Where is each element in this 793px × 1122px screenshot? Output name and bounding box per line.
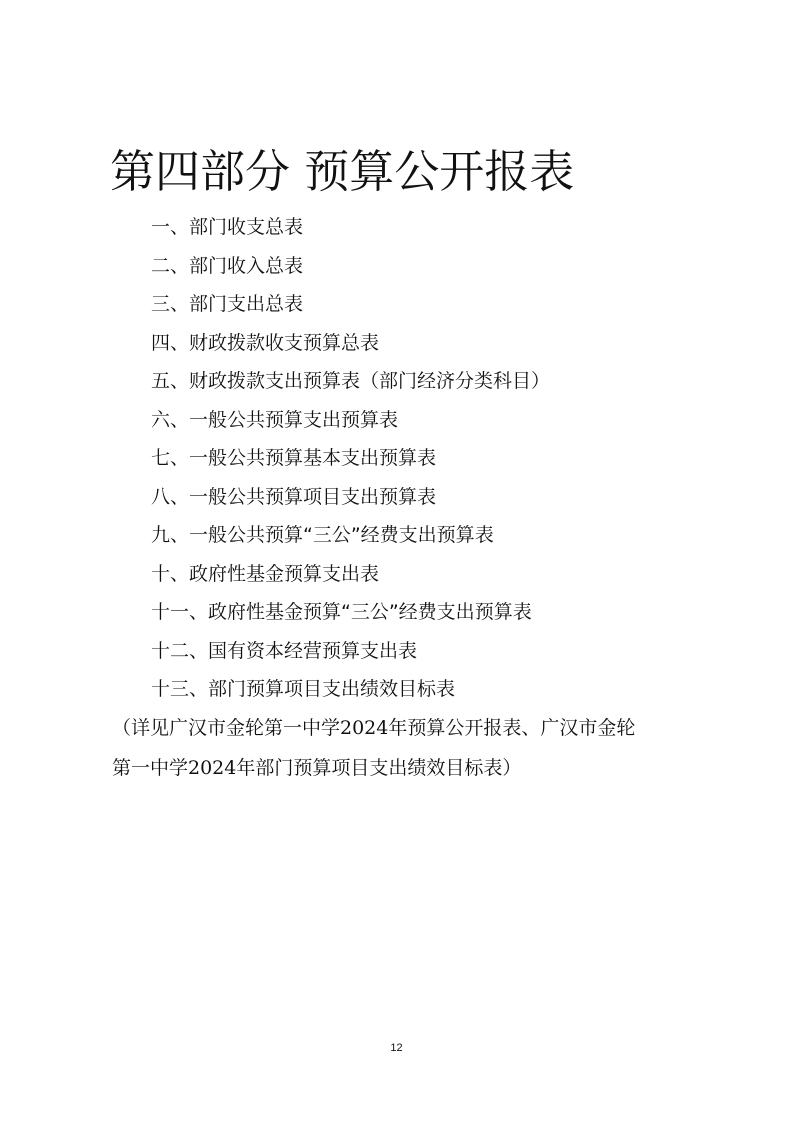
toc-item: 一、部门收支总表 (151, 216, 304, 238)
toc-item: 十三、部门预算项目支出绩效目标表 (151, 678, 456, 700)
toc-item: 三、部门支出总表 (151, 293, 304, 315)
table-of-contents (151, 208, 550, 709)
toc-item: 五、财政拨款支出预算表（部门经济分类科目） (151, 370, 551, 392)
toc-item: 四、财政拨款收支预算总表 (151, 331, 380, 354)
toc-item: 六、一般公共预算支出预算表 (151, 408, 399, 431)
toc-item: 七、一般公共预算基本支出预算表 (151, 447, 437, 469)
toc-item: 十一、政府性基金预算“三公”经费支出预算表 (151, 601, 532, 623)
page-number: 12 (390, 1042, 403, 1054)
toc-item: 八、一般公共预算项目支出预算表 (151, 485, 437, 508)
detail-note (112, 708, 712, 788)
toc-item: 九、一般公共预算“三公”经费支出预算表 (151, 524, 494, 546)
toc-item: 二、部门收入总表 (151, 254, 304, 277)
toc-item: 十二、国有资本经营预算支出表 (151, 639, 418, 662)
detail-note-line: 第一中学2024年部门预算项目支出绩效目标表） (112, 757, 522, 779)
toc-item: 十、政府性基金预算支出表 (151, 562, 380, 585)
detail-note-line: （详见广汉市金轮第一中学2024年预算公开报表、广汉市金轮 (112, 717, 636, 739)
section-title: 第四部分 预算公开报表 (110, 145, 575, 198)
